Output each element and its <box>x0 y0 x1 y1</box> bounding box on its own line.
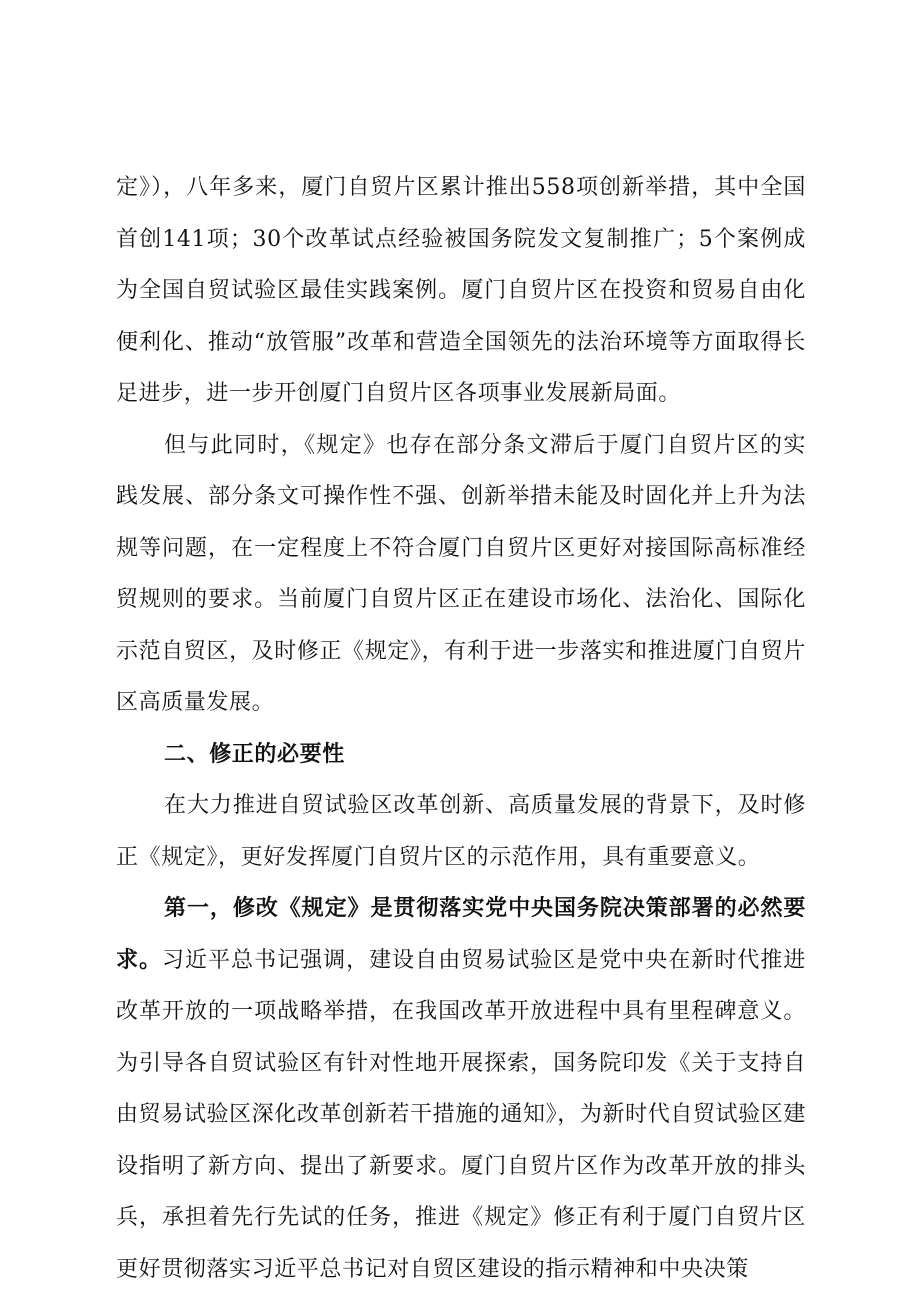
first-reason-lead: 第一，修改《规定》是贯彻落实党中央国务院决策部署的必然要求。 <box>116 895 806 973</box>
paragraph-first-reason <box>116 883 806 1295</box>
paragraph-achievements: 定》），八年多来，厦门自贸片区累计推出558项创新举措，其中全国首创141项；30个改革试点经验被国务院发文复制推广；5个案例成为全国自贸试验区最佳实践案例。厦门自贸片区在投资和贸易自由化便利化、推动“放管服”改革和营造全国领先的法治环境等方面取得长足进步，进一步开创厦门自贸片区各项事业发展新局面。 <box>116 175 806 406</box>
paragraph-shortcomings: 但与此同时，《规定》也存在部分条文滞后于厦门自贸片区的实践发展、部分条文可操作性不强、创新举措未能及时固化并上升为法规等问题，在一定程度上不符合厦门自贸片区更好对接国际高标准经贸规则的要求。当前厦门自贸片区正在建设市场化、法治化、国际化示范自贸区，及时修正《规定》，有利于进一步落实和推进厦门自贸片区高质量发展。 <box>116 432 806 715</box>
paragraph-background: 在大力推进自贸试验区改革创新、高质量发展的背景下，及时修正《规定》，更好发挥厦门自贸片区的示范作用，具有重要意义。 <box>116 793 806 870</box>
first-reason-text: 习近平总书记强调，建设自由贸易试验区是党中央在新时代推进改革开放的一项战略举措，在我国改革开放进程中具有里程碑意义。为引导各自贸试验区有针对性地开展探索，国务院印发《关于支持自由贸易试验区深化改革创新若干措施的通知》，为新时代自贸试验区建设指明了新方向、提出了新要求。厦门自贸片区作为改革开放的排头兵，承担着先行先试的任务，推进《规定》修正有利于厦门自贸片区更好贯彻落实习近平总书记对自贸区建设的指示精神和中央决策 <box>116 947 806 1282</box>
section-heading-necessity: 二、修正的必要性 <box>164 740 345 767</box>
document-body <box>116 162 806 1295</box>
